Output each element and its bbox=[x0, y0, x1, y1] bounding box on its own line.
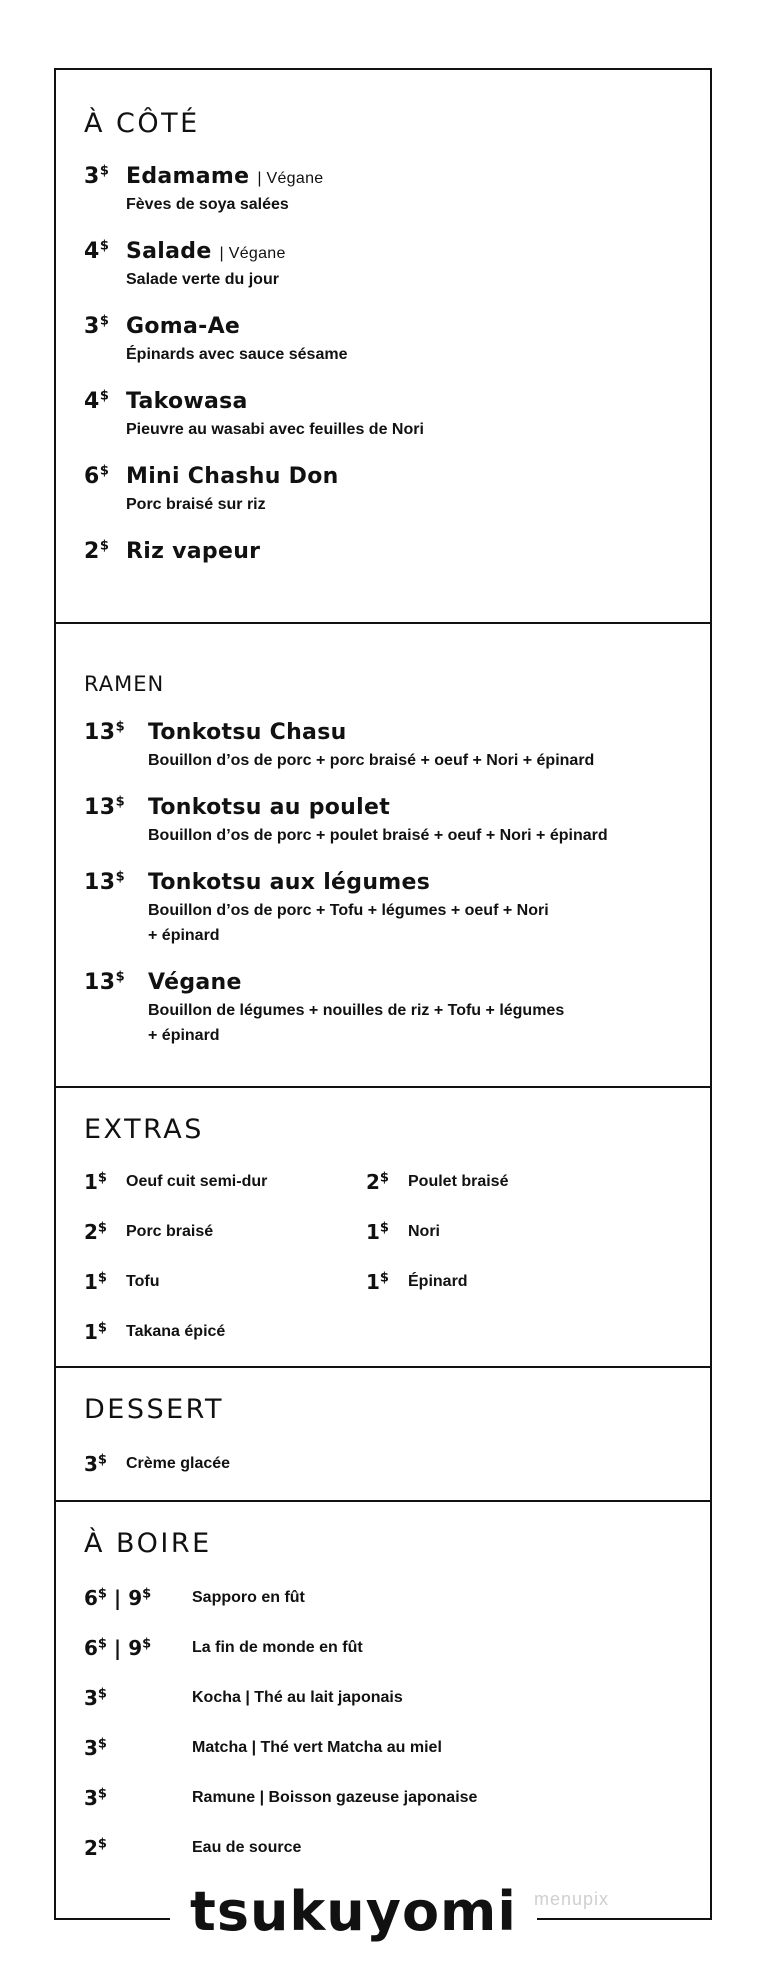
item-name: Nori bbox=[408, 1223, 440, 1240]
section-divider bbox=[56, 1500, 710, 1502]
item-name: Tonkotsu aux légumes bbox=[148, 870, 431, 895]
item-price: 4$ bbox=[84, 388, 110, 414]
section-title-cote: À CÔTÉ bbox=[84, 108, 200, 139]
item-name: Riz vapeur bbox=[126, 539, 261, 564]
item-price: 2$ bbox=[84, 1220, 107, 1244]
item-name: La fin de monde en fût bbox=[192, 1639, 363, 1656]
item-name: Poulet braisé bbox=[408, 1173, 509, 1190]
item-description: Salade verte du jour bbox=[126, 271, 279, 288]
item-description: Épinards avec sauce sésame bbox=[126, 346, 348, 363]
item-price: 1$ bbox=[84, 1170, 107, 1194]
item-description: Fèves de soya salées bbox=[126, 196, 289, 213]
section-title-dessert: DESSERT bbox=[84, 1394, 224, 1425]
item-description: Bouillon d’os de porc + Tofu + légumes + oeuf + Nori bbox=[148, 902, 549, 919]
item-price: 13$ bbox=[84, 719, 126, 745]
item-name: Tofu bbox=[126, 1273, 160, 1290]
item-name: Eau de source bbox=[192, 1839, 302, 1856]
item-name: Porc braisé bbox=[126, 1223, 214, 1240]
item-name: Matcha | Thé vert Matcha au miel bbox=[192, 1739, 442, 1756]
item-name: Sapporo en fût bbox=[192, 1589, 305, 1606]
item-price: 1$ bbox=[84, 1320, 107, 1344]
section-divider bbox=[56, 622, 710, 624]
item-name: Épinard bbox=[408, 1273, 468, 1290]
item-name: Takowasa bbox=[126, 389, 248, 414]
item-description: Bouillon d’os de porc + poulet braisé + oeuf + Nori + épinard bbox=[148, 827, 608, 844]
watermark: menupix bbox=[534, 1889, 610, 1909]
item-price: 2$ bbox=[84, 538, 110, 564]
item-price: 1$ bbox=[84, 1270, 107, 1294]
item-price: 3$ bbox=[84, 1686, 107, 1710]
item-price: 2$ bbox=[84, 1836, 107, 1860]
item-price: 6$ | 9$ bbox=[84, 1586, 152, 1610]
section-divider bbox=[56, 1366, 710, 1368]
item-price: 2$ bbox=[366, 1170, 389, 1194]
restaurant-logo: tsukuyomi bbox=[170, 1880, 537, 1943]
item-price: 3$ bbox=[84, 1786, 107, 1810]
item-description-cont: + épinard bbox=[148, 927, 220, 944]
item-name: Kocha | Thé au lait japonais bbox=[192, 1689, 403, 1706]
item-description: Bouillon de légumes + nouilles de riz + Tofu + légumes bbox=[148, 1002, 565, 1019]
item-name: Salade | Végane bbox=[126, 239, 286, 264]
item-price: 1$ bbox=[366, 1270, 389, 1294]
item-name: Tonkotsu au poulet bbox=[148, 795, 391, 820]
item-name: Tonkotsu Chasu bbox=[148, 720, 347, 745]
item-price: 1$ bbox=[366, 1220, 389, 1244]
item-name: Takana épicé bbox=[126, 1323, 226, 1340]
item-price: 13$ bbox=[84, 969, 126, 995]
section-title-boire: À BOIRE bbox=[84, 1528, 212, 1559]
item-price: 3$ bbox=[84, 1736, 107, 1760]
item-description: Pieuvre au wasabi avec feuilles de Nori bbox=[126, 421, 424, 438]
item-price: 4$ bbox=[84, 238, 110, 264]
item-name: Ramune | Boisson gazeuse japonaise bbox=[192, 1789, 478, 1806]
section-title-ramen: RAMEN bbox=[84, 672, 165, 696]
item-description-cont: + épinard bbox=[148, 1027, 220, 1044]
item-price: 6$ | 9$ bbox=[84, 1636, 152, 1660]
item-price: 13$ bbox=[84, 794, 126, 820]
item-name: Oeuf cuit semi-dur bbox=[126, 1173, 268, 1190]
menu-frame bbox=[54, 68, 712, 1920]
item-name: Végane bbox=[148, 970, 242, 995]
item-price: 13$ bbox=[84, 869, 126, 895]
section-divider bbox=[56, 1086, 710, 1088]
item-name: Mini Chashu Don bbox=[126, 464, 339, 489]
item-price: 3$ bbox=[84, 1452, 107, 1476]
item-price: 3$ bbox=[84, 163, 110, 189]
item-name: Goma-Ae bbox=[126, 314, 241, 339]
item-name: Edamame | Végane bbox=[126, 164, 324, 189]
item-description: Bouillon d’os de porc + porc braisé + oeuf + Nori + épinard bbox=[148, 752, 595, 769]
item-description: Porc braisé sur riz bbox=[126, 496, 266, 513]
item-price: 6$ bbox=[84, 463, 110, 489]
section-title-extras: EXTRAS bbox=[84, 1114, 204, 1145]
item-name: Crème glacée bbox=[126, 1455, 231, 1472]
item-price: 3$ bbox=[84, 313, 110, 339]
